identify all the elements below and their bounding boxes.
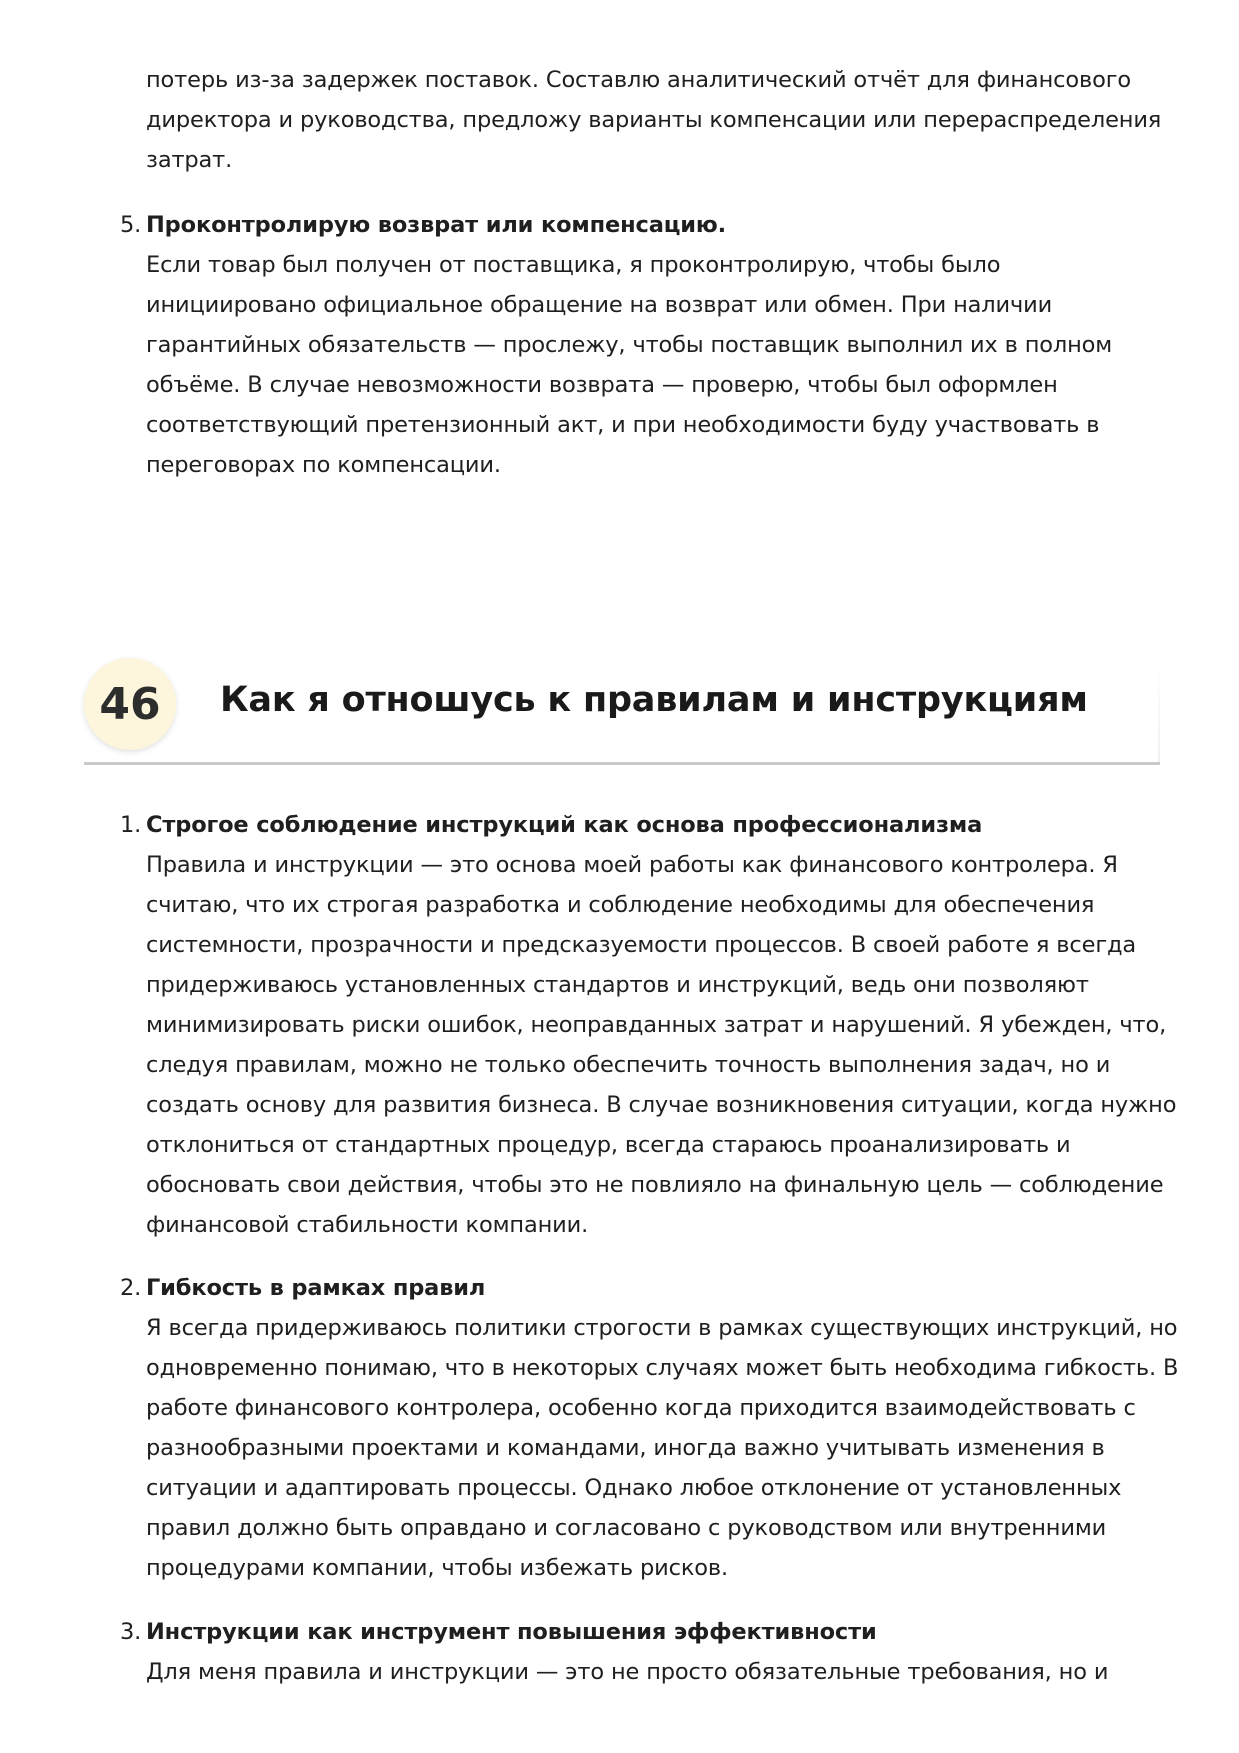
text-line: процедурами компании, чтобы избежать рисков. bbox=[146, 1555, 728, 1581]
text-line: считаю, что их строгая разработка и соблюдение необходимы для обеспечения bbox=[146, 892, 1095, 918]
text-line: работе финансового контролера, особенно когда приходится взаимодействовать с bbox=[146, 1395, 1136, 1421]
text-line: инициировано официальное обращение на возврат или обмен. При наличии bbox=[146, 292, 1053, 318]
text-line: затрат. bbox=[146, 147, 233, 173]
text-line: Я всегда придерживаюсь политики строгости в рамках существующих инструкций, но bbox=[146, 1315, 1178, 1341]
text-line: директора и руководства, предложу варианты компенсации или перераспределения bbox=[146, 107, 1162, 133]
text-line: переговорах по компенсации. bbox=[146, 452, 501, 478]
list-item-body bbox=[146, 245, 1112, 485]
section-number-badge: 46 bbox=[84, 658, 176, 750]
text-line: разнообразными проектами и командами, иногда важно учитывать изменения в bbox=[146, 1435, 1105, 1461]
list-item-body bbox=[146, 845, 1176, 1245]
list-item-body bbox=[146, 1308, 1178, 1588]
section-header-edge bbox=[1158, 658, 1160, 762]
text-line: Если товар был получен от поставщика, я проконтролирую, чтобы было bbox=[146, 252, 1001, 278]
text-line: системности, прозрачности и предсказуемости процессов. В своей работе я всегда bbox=[146, 932, 1137, 958]
list-item-title: Проконтролирую возврат или компенсацию. bbox=[146, 212, 727, 238]
section-title: Как я отношусь к правилам и инструкциям bbox=[220, 680, 1088, 720]
list-item-title: Гибкость в рамках правил bbox=[146, 1275, 486, 1301]
text-line: объёме. В случае невозможности возврата — проверю, чтобы был оформлен bbox=[146, 372, 1058, 398]
text-line: отклониться от стандартных процедур, всегда стараюсь проанализировать и bbox=[146, 1132, 1071, 1158]
list-item-title: Строгое соблюдение инструкций как основа профессионализма bbox=[146, 812, 983, 838]
section-header bbox=[84, 658, 1160, 770]
list-item-body bbox=[146, 1652, 1108, 1692]
intro-continuation bbox=[146, 60, 1166, 180]
text-line: Для меня правила и инструкции — это не просто обязательные требования, но и bbox=[146, 1659, 1109, 1685]
list-item-number: 3. bbox=[120, 1619, 142, 1645]
text-line: потерь из-за задержек поставок. Составлю аналитический отчёт для финансового bbox=[146, 67, 1131, 93]
text-line: Правила и инструкции — это основа моей работы как финансового контролера. Я bbox=[146, 852, 1118, 878]
text-line: ситуации и адаптировать процессы. Однако любое отклонение от установленных bbox=[146, 1475, 1122, 1501]
text-line: придерживаюсь установленных стандартов и инструкций, ведь они позволяют bbox=[146, 972, 1089, 998]
section-divider bbox=[84, 762, 1160, 765]
list-item-title: Инструкции как инструмент повышения эффективности bbox=[146, 1619, 877, 1645]
text-line: создать основу для развития бизнеса. В случае возникновения ситуации, когда нужно bbox=[146, 1092, 1177, 1118]
text-line: соответствующий претензионный акт, и при необходимости буду участвовать в bbox=[146, 412, 1100, 438]
list-item-number: 1. bbox=[120, 812, 142, 838]
list-item-number: 2. bbox=[120, 1275, 142, 1301]
text-line: правил должно быть оправдано и согласовано с руководством или внутренними bbox=[146, 1515, 1107, 1541]
list-item-number: 5. bbox=[120, 212, 142, 238]
text-line: следуя правилам, можно не только обеспечить точность выполнения задач, но и bbox=[146, 1052, 1111, 1078]
text-line: финансовой стабильности компании. bbox=[146, 1212, 589, 1238]
text-line: минимизировать риски ошибок, неоправданных затрат и нарушений. Я убежден, что, bbox=[146, 1012, 1167, 1038]
text-line: обосновать свои действия, чтобы это не повлияло на финальную цель — соблюдение bbox=[146, 1172, 1164, 1198]
text-line: гарантийных обязательств — прослежу, чтобы поставщик выполнил их в полном bbox=[146, 332, 1113, 358]
text-line: одновременно понимаю, что в некоторых случаях может быть необходима гибкость. В bbox=[146, 1355, 1179, 1381]
